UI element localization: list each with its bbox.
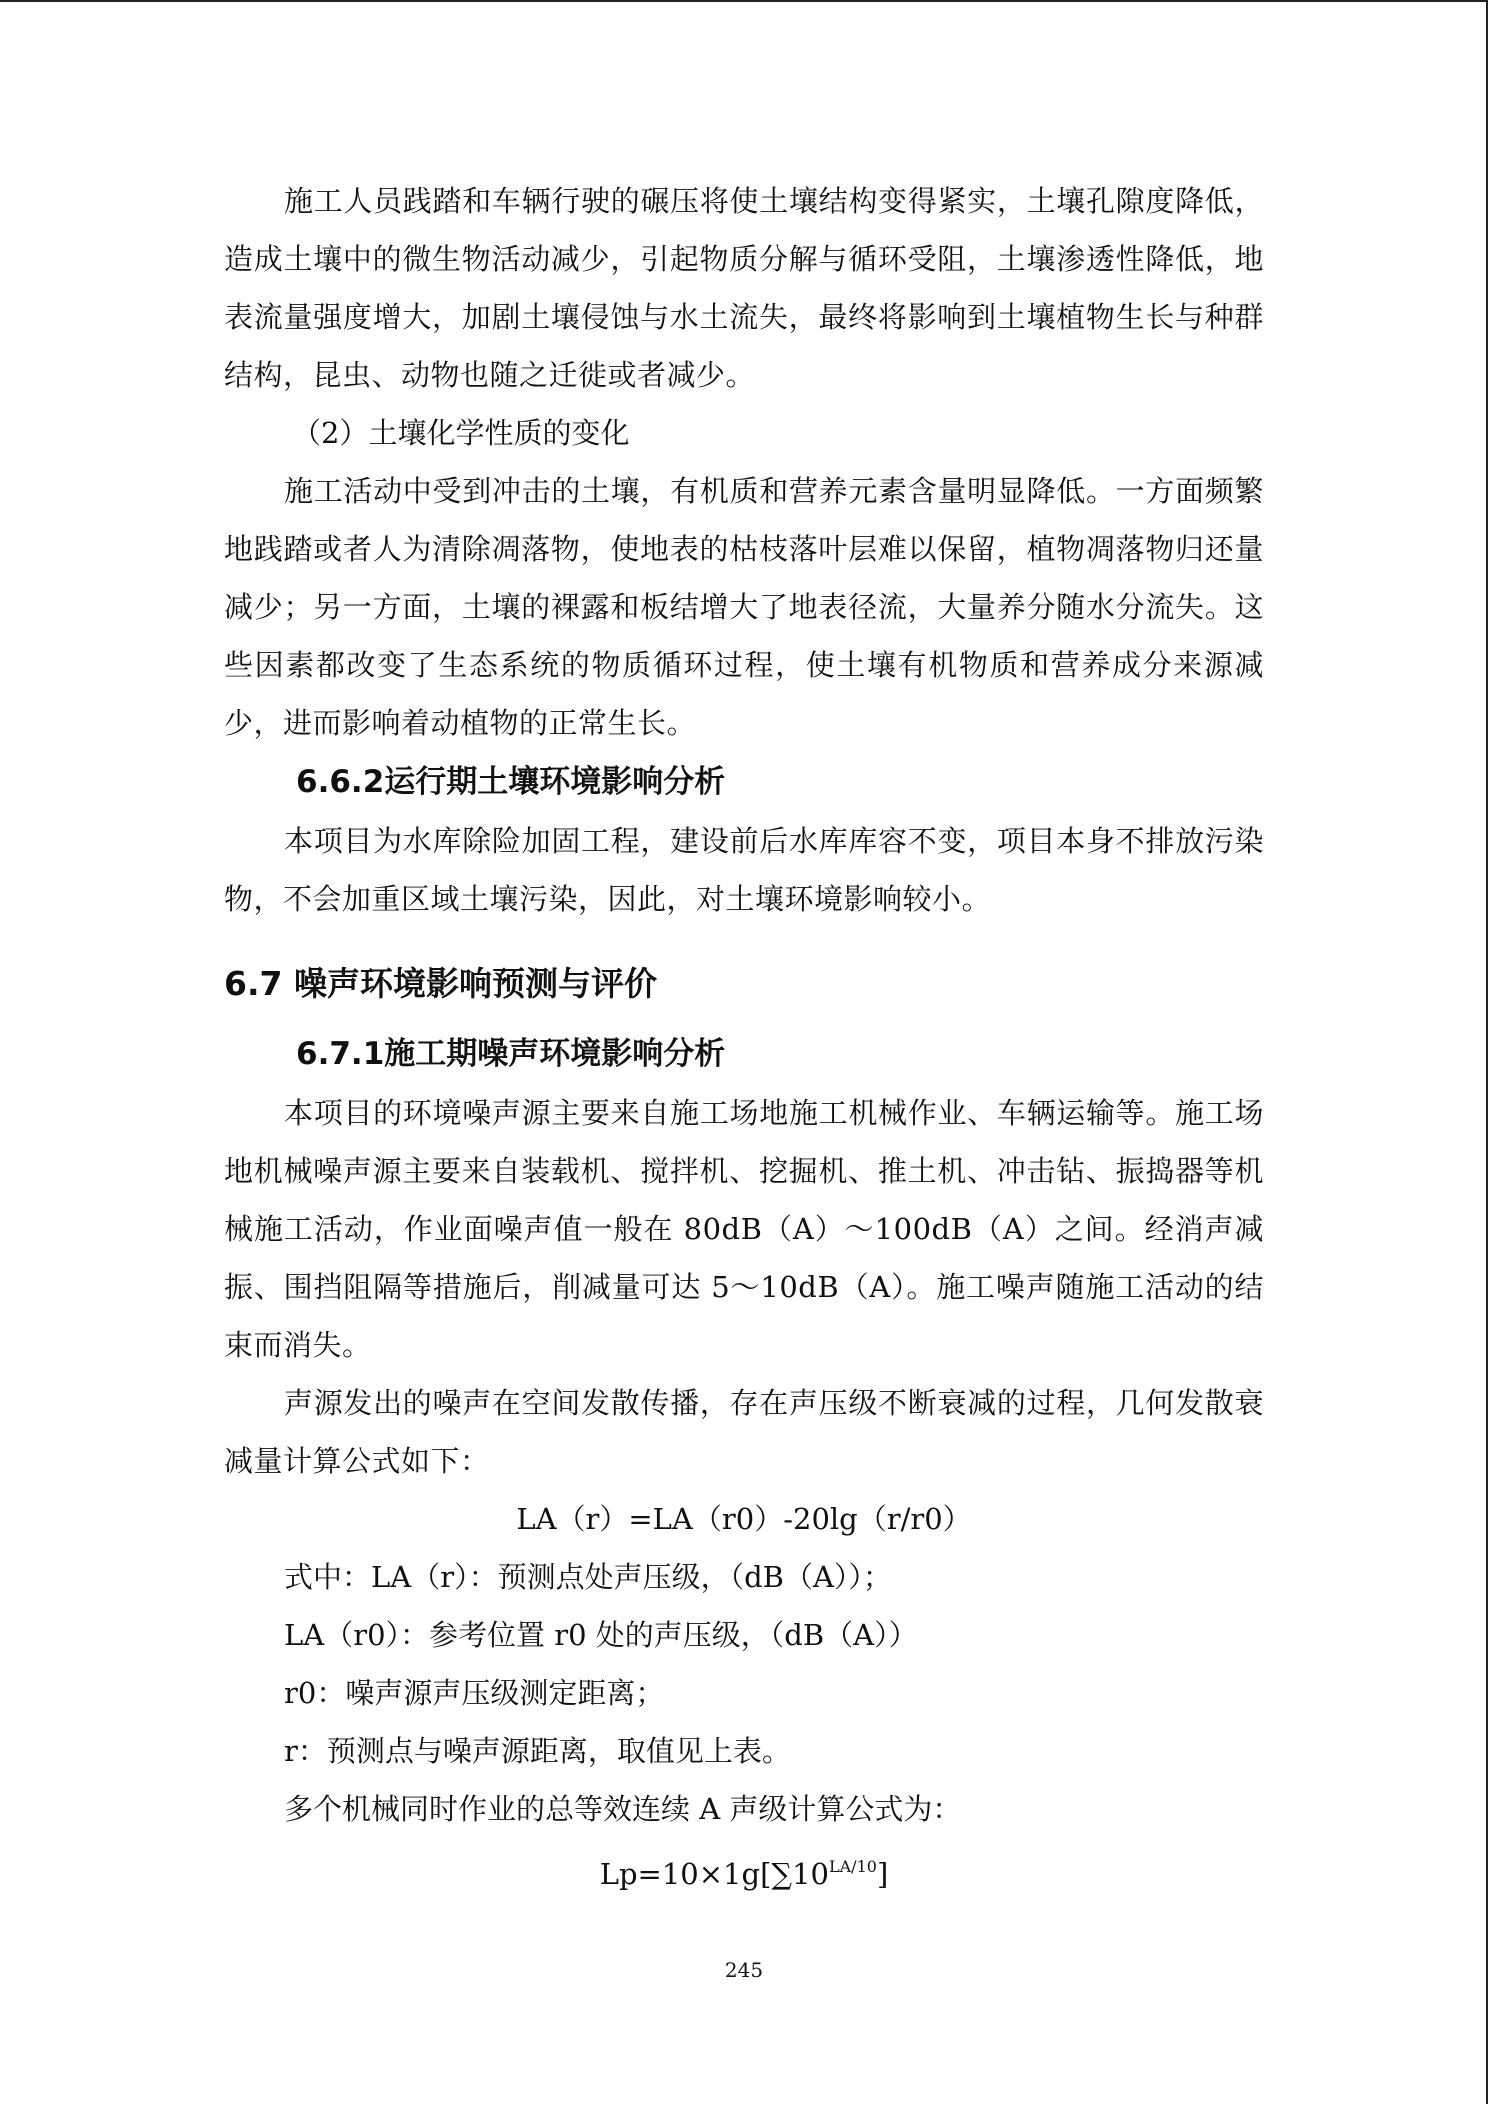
- paragraph-noise-sources: 本项目的环境噪声源主要来自施工场地施工机械作业、车辆运输等。施工场地机械噪声源主要来自装载机、搅拌机、挖掘机、推土机、冲击钻、振捣器等机械施工活动，作业面噪声值一般在 80dB（A）～100dB（A）之间。经消声减振、围挡阻隔等措施后，削减量可达 5～10dB（A）。施工噪声随施工活动的结束而消失。: [224, 1096, 1264, 1362]
- page-content: [224, 172, 1264, 1903]
- paragraph-soil-chemistry: 施工活动中受到冲击的土壤，有机质和营养元素含量明显降低。一方面频繁地践踏或者人为清除凋落物，使地表的枯枝落叶层难以保留，植物凋落物归还量减少；另一方面，土壤的裸露和板结增大了地表径流，大量养分随水分流失。这些因素都改变了生态系统的物质循环过程，使土壤有机物质和营养成分来源减少，进而影响着动植物的正常生长。: [224, 474, 1264, 740]
- formula-total-level: [224, 1838, 1264, 1903]
- formula-total-main: Lp=10×1g[∑10: [599, 1857, 829, 1891]
- section-heading-6-6-2: 6.6.2运行期土壤环境影响分析: [296, 764, 726, 800]
- section-heading-6-7: 6.7 噪声环境影响预测与评价: [224, 964, 657, 1003]
- formula-attenuation: LA（r）=LA（r0）-20lg（r/r0）: [516, 1502, 972, 1536]
- page-top-border: [0, 0, 1488, 2]
- formula-total-exponent: LA/10: [829, 1857, 877, 1876]
- definition-r0: r0：噪声源声压级测定距离；: [284, 1676, 665, 1710]
- formula-total-end: ]: [876, 1857, 889, 1891]
- definition-r: r：预测点与噪声源距离，取值见上表。: [284, 1734, 791, 1768]
- page-number: 245: [724, 1958, 764, 1982]
- paragraph-noise-attenuation: 声源发出的噪声在空间发散传播，存在声压级不断衰减的过程，几何发散衰减量计算公式如下：: [224, 1386, 1264, 1478]
- definition-la-r: 式中：LA（r）：预测点处声压级，（dB（A））；: [284, 1560, 892, 1594]
- subheading-soil-chemistry: （2）土壤化学性质的变化: [292, 416, 630, 450]
- definition-la-r0: LA（r0）：参考位置 r0 处的声压级，（dB（A））: [284, 1618, 918, 1652]
- paragraph-soil-compaction: 施工人员践踏和车辆行驶的碾压将使土壤结构变得紧实，土壤孔隙度降低，造成土壤中的微生物活动减少，引起物质分解与循环受阻，土壤渗透性降低，地表流量强度增大，加剧土壤侵蚀与水土流失，最终将影响到土壤植物生长与种群结构，昆虫、动物也随之迁徙或者减少。: [224, 184, 1264, 392]
- section-heading-6-7-1: 6.7.1施工期噪声环境影响分析: [296, 1036, 726, 1072]
- paragraph-total-level: 多个机械同时作业的总等效连续 A 声级计算公式为：: [284, 1792, 962, 1826]
- paragraph-operation-soil: 本项目为水库除险加固工程，建设前后水库库容不变，项目本身不排放污染物，不会加重区域土壤污染，因此，对土壤环境影响较小。: [224, 824, 1264, 916]
